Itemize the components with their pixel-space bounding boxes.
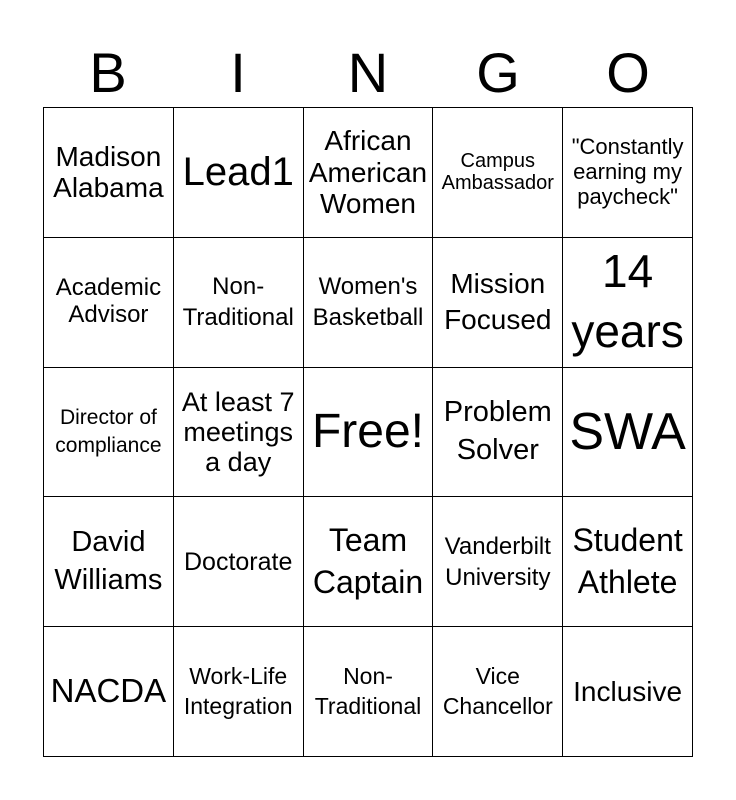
bingo-cell[interactable]: Work-Life Integration — [174, 627, 304, 757]
header-letter-b: B — [89, 41, 127, 104]
bingo-cell[interactable]: Team Captain — [304, 497, 434, 627]
bingo-cell[interactable]: Mission Focused — [433, 238, 563, 368]
header-letter-i: I — [230, 41, 246, 104]
bingo-cell[interactable]: Lead1 — [174, 108, 304, 238]
bingo-cell[interactable]: Vice Chancellor — [433, 627, 563, 757]
bingo-cell[interactable]: Non-Traditional — [304, 627, 434, 757]
bingo-cell[interactable]: David Williams — [44, 497, 174, 627]
header-letter-g: G — [476, 41, 520, 104]
bingo-cell[interactable]: Non-Traditional — [174, 238, 304, 368]
bingo-cell[interactable]: At least 7 meetings a day — [174, 368, 304, 498]
bingo-header — [43, 40, 693, 106]
bingo-cell[interactable]: Director of compliance — [44, 368, 174, 498]
bingo-cell[interactable]: Free! — [304, 368, 434, 498]
bingo-cell[interactable]: Inclusive — [563, 627, 693, 757]
header-letter-n: N — [347, 41, 389, 104]
bingo-cell[interactable]: NACDA — [44, 627, 174, 757]
bingo-cell[interactable]: Academic Advisor — [44, 238, 174, 368]
bingo-board — [43, 107, 693, 757]
header-letter-o: O — [606, 41, 650, 104]
bingo-cell[interactable]: Problem Solver — [433, 368, 563, 498]
bingo-cell[interactable]: Madison Alabama — [44, 108, 174, 238]
bingo-cell[interactable]: Student Athlete — [563, 497, 693, 627]
bingo-cell[interactable]: Campus Ambassador — [433, 108, 563, 238]
bingo-cell[interactable]: SWA — [563, 368, 693, 498]
bingo-cell[interactable]: "Constantly earning my paycheck" — [563, 108, 693, 238]
bingo-cell[interactable]: 14 years — [563, 238, 693, 368]
bingo-cell[interactable]: Doctorate — [174, 497, 304, 627]
bingo-cell[interactable]: Vanderbilt University — [433, 497, 563, 627]
bingo-cell[interactable]: African American Women — [304, 108, 434, 238]
bingo-cell[interactable]: Women's Basketball — [304, 238, 434, 368]
